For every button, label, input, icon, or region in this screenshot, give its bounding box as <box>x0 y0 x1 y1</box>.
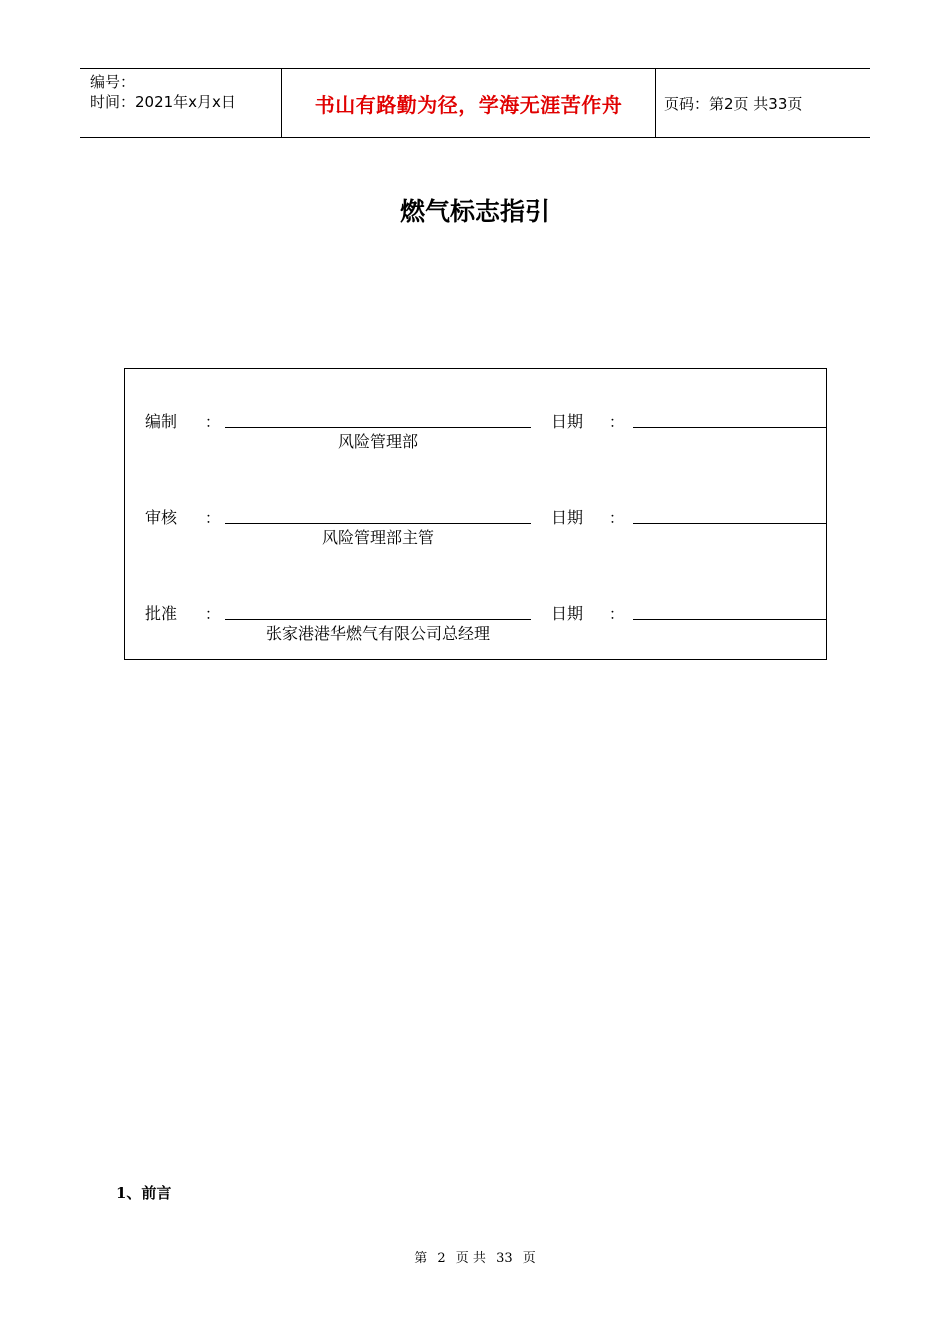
row-colon: ： <box>205 413 221 431</box>
footer-current-page: 2 <box>437 1251 446 1266</box>
row-label: 编制 <box>145 412 178 431</box>
date-line <box>633 619 826 620</box>
signature-line <box>225 523 531 524</box>
date-colon: ： <box>609 413 625 431</box>
sign-row-review <box>125 505 826 565</box>
sign-row-approve <box>125 601 826 661</box>
department-label: 风险管理部 <box>337 432 418 451</box>
footer-suffix: 页 <box>522 1251 536 1266</box>
header-page-number: 页码：第2页 共33页 <box>664 94 803 113</box>
date-colon: ： <box>609 605 625 623</box>
department-label: 张家港港华燃气有限公司总经理 <box>265 624 490 643</box>
header-center-cell <box>281 69 656 137</box>
footer-mid: 页 共 <box>455 1251 486 1266</box>
date-line <box>633 523 826 524</box>
page-header <box>80 68 870 138</box>
footer-total-pages: 33 <box>496 1251 513 1266</box>
number-label: 编号： <box>90 73 136 91</box>
date-line <box>633 427 826 428</box>
date-colon: ： <box>609 509 625 527</box>
signature-line <box>225 619 531 620</box>
date-label: 日期 <box>551 604 584 623</box>
page-footer <box>0 1247 950 1266</box>
date-label: 日期 <box>551 412 584 431</box>
row-colon: ： <box>205 605 221 623</box>
document-title: 燃气标志指引 <box>399 197 550 226</box>
department-label: 风险管理部主管 <box>321 528 434 547</box>
section-heading: 1、前言 <box>116 1184 172 1202</box>
motto: 书山有路勤为径，学海无涯苦作舟 <box>314 92 623 117</box>
row-colon: ： <box>205 509 221 527</box>
sign-row-compile <box>125 409 826 469</box>
footer-prefix: 第 <box>414 1251 428 1266</box>
row-label: 批准 <box>145 604 178 623</box>
signature-line <box>225 427 531 428</box>
row-label: 审核 <box>145 508 178 527</box>
time-text: 时间：2021年x月x日 <box>90 93 236 111</box>
date-label: 日期 <box>551 508 584 527</box>
header-left-cell <box>80 69 280 137</box>
signature-box <box>124 368 827 660</box>
header-right-cell <box>656 69 870 137</box>
